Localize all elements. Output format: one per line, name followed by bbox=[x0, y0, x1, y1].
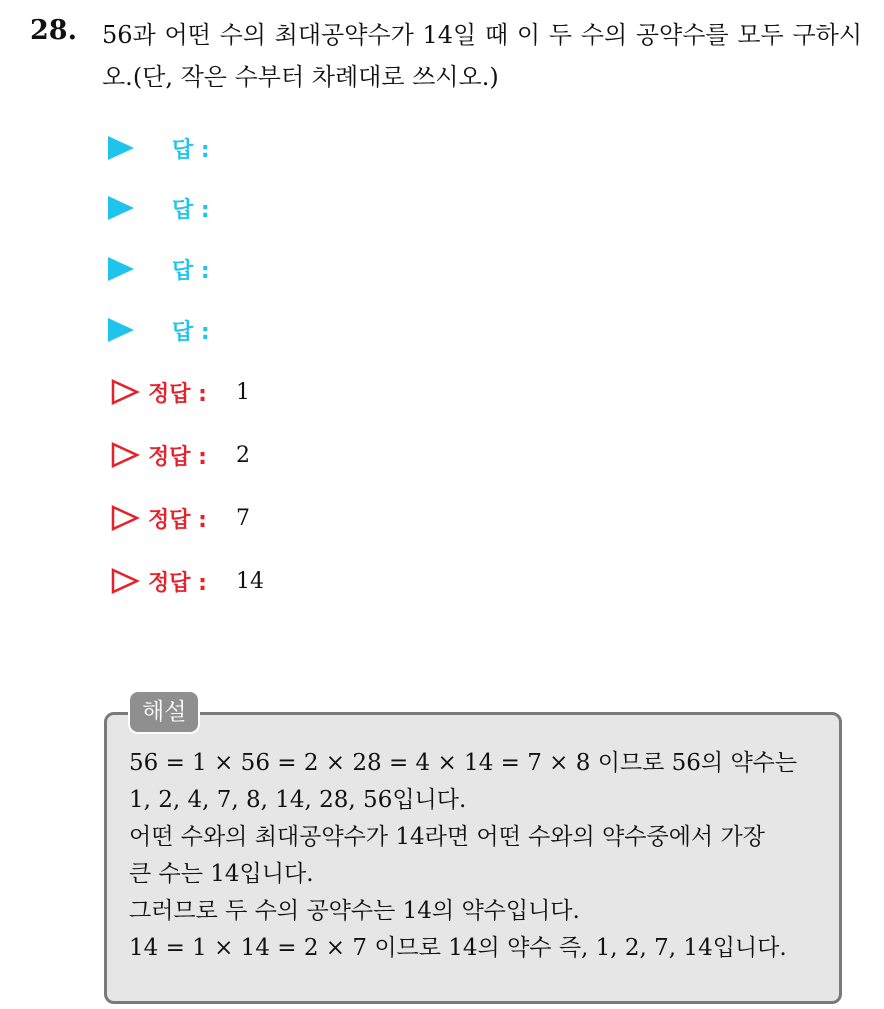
correct-answer-1 bbox=[110, 372, 250, 412]
explanation-line: 1, 2, 4, 7, 8, 14, 28, 56입니다. bbox=[129, 787, 467, 813]
answer-label: 정답 : bbox=[148, 570, 207, 596]
correct-answer-4 bbox=[110, 561, 264, 601]
play-triangle-icon bbox=[108, 318, 134, 342]
explanation-line: 큰 수는 14입니다. bbox=[129, 861, 314, 887]
answer-blank-3 bbox=[108, 249, 210, 289]
correct-answer-2 bbox=[110, 435, 250, 475]
explanation-box bbox=[104, 712, 842, 1004]
question-text: 56과 어떤 수의 최대공약수가 14일 때 이 두 수의 공약수를 모두 구하시오.(단, 작은 수부터 차례대로 쓰시오.) bbox=[102, 21, 862, 91]
explanation-line: 56 = 1 × 56 = 2 × 28 = 4 × 14 = 7 × 8 이므로 56의 약수는 bbox=[129, 750, 798, 776]
play-triangle-icon bbox=[108, 196, 134, 220]
play-triangle-icon bbox=[108, 136, 134, 160]
answer-blank-1 bbox=[108, 128, 210, 168]
outline-triangle-icon bbox=[110, 504, 140, 532]
answer-value: 1 bbox=[236, 379, 250, 405]
explanation-body bbox=[129, 745, 825, 967]
answer-blank-4 bbox=[108, 310, 210, 350]
explanation-line: 14 = 1 × 14 = 2 × 7 이므로 14의 약수 즉, 1, 2, 7, 14입니다. bbox=[129, 935, 787, 961]
answer-value: 7 bbox=[236, 505, 250, 531]
answer-label: 정답 : bbox=[148, 507, 207, 533]
outline-triangle-icon bbox=[110, 567, 140, 595]
answer-label: 정답 : bbox=[148, 381, 207, 407]
blank-label: 답 : bbox=[172, 319, 210, 345]
correct-answer-3 bbox=[110, 498, 250, 538]
answer-value: 14 bbox=[236, 568, 264, 594]
answer-label: 정답 : bbox=[148, 444, 207, 470]
question-number: 28. bbox=[30, 15, 77, 46]
explanation-line: 그러므로 두 수의 공약수는 14의 약수입니다. bbox=[129, 898, 580, 924]
outline-triangle-icon bbox=[110, 441, 140, 469]
blank-label: 답 : bbox=[172, 137, 210, 163]
blank-label: 답 : bbox=[172, 197, 210, 223]
blank-label: 답 : bbox=[172, 258, 210, 284]
play-triangle-icon bbox=[108, 257, 134, 281]
answer-value: 2 bbox=[236, 442, 250, 468]
explanation-tag: 해설 bbox=[128, 690, 200, 734]
explanation-line: 어떤 수와의 최대공약수가 14라면 어떤 수와의 약수중에서 가장 bbox=[129, 824, 765, 850]
answer-blank-2 bbox=[108, 188, 210, 228]
outline-triangle-icon bbox=[110, 378, 140, 406]
